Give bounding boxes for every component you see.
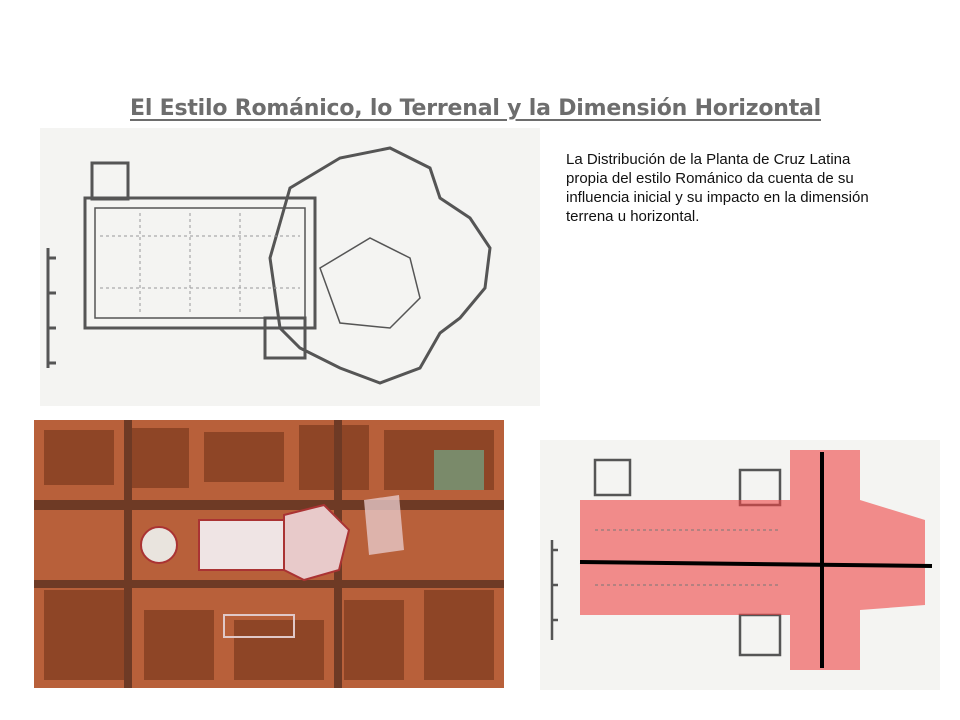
slide-description: La Distribución de la Planta de Cruz Latina propia del estilo Románico da cuenta de su influencia inicial y su impacto en la dimensión terrena u horizontal. [566, 151, 869, 225]
aerial-photo [34, 420, 504, 688]
annotated-floor-plan [540, 440, 940, 690]
floor-plan-image [40, 128, 540, 406]
slide-title: El Estilo Románico, lo Terrenal y la Dimensión Horizontal [130, 96, 821, 121]
